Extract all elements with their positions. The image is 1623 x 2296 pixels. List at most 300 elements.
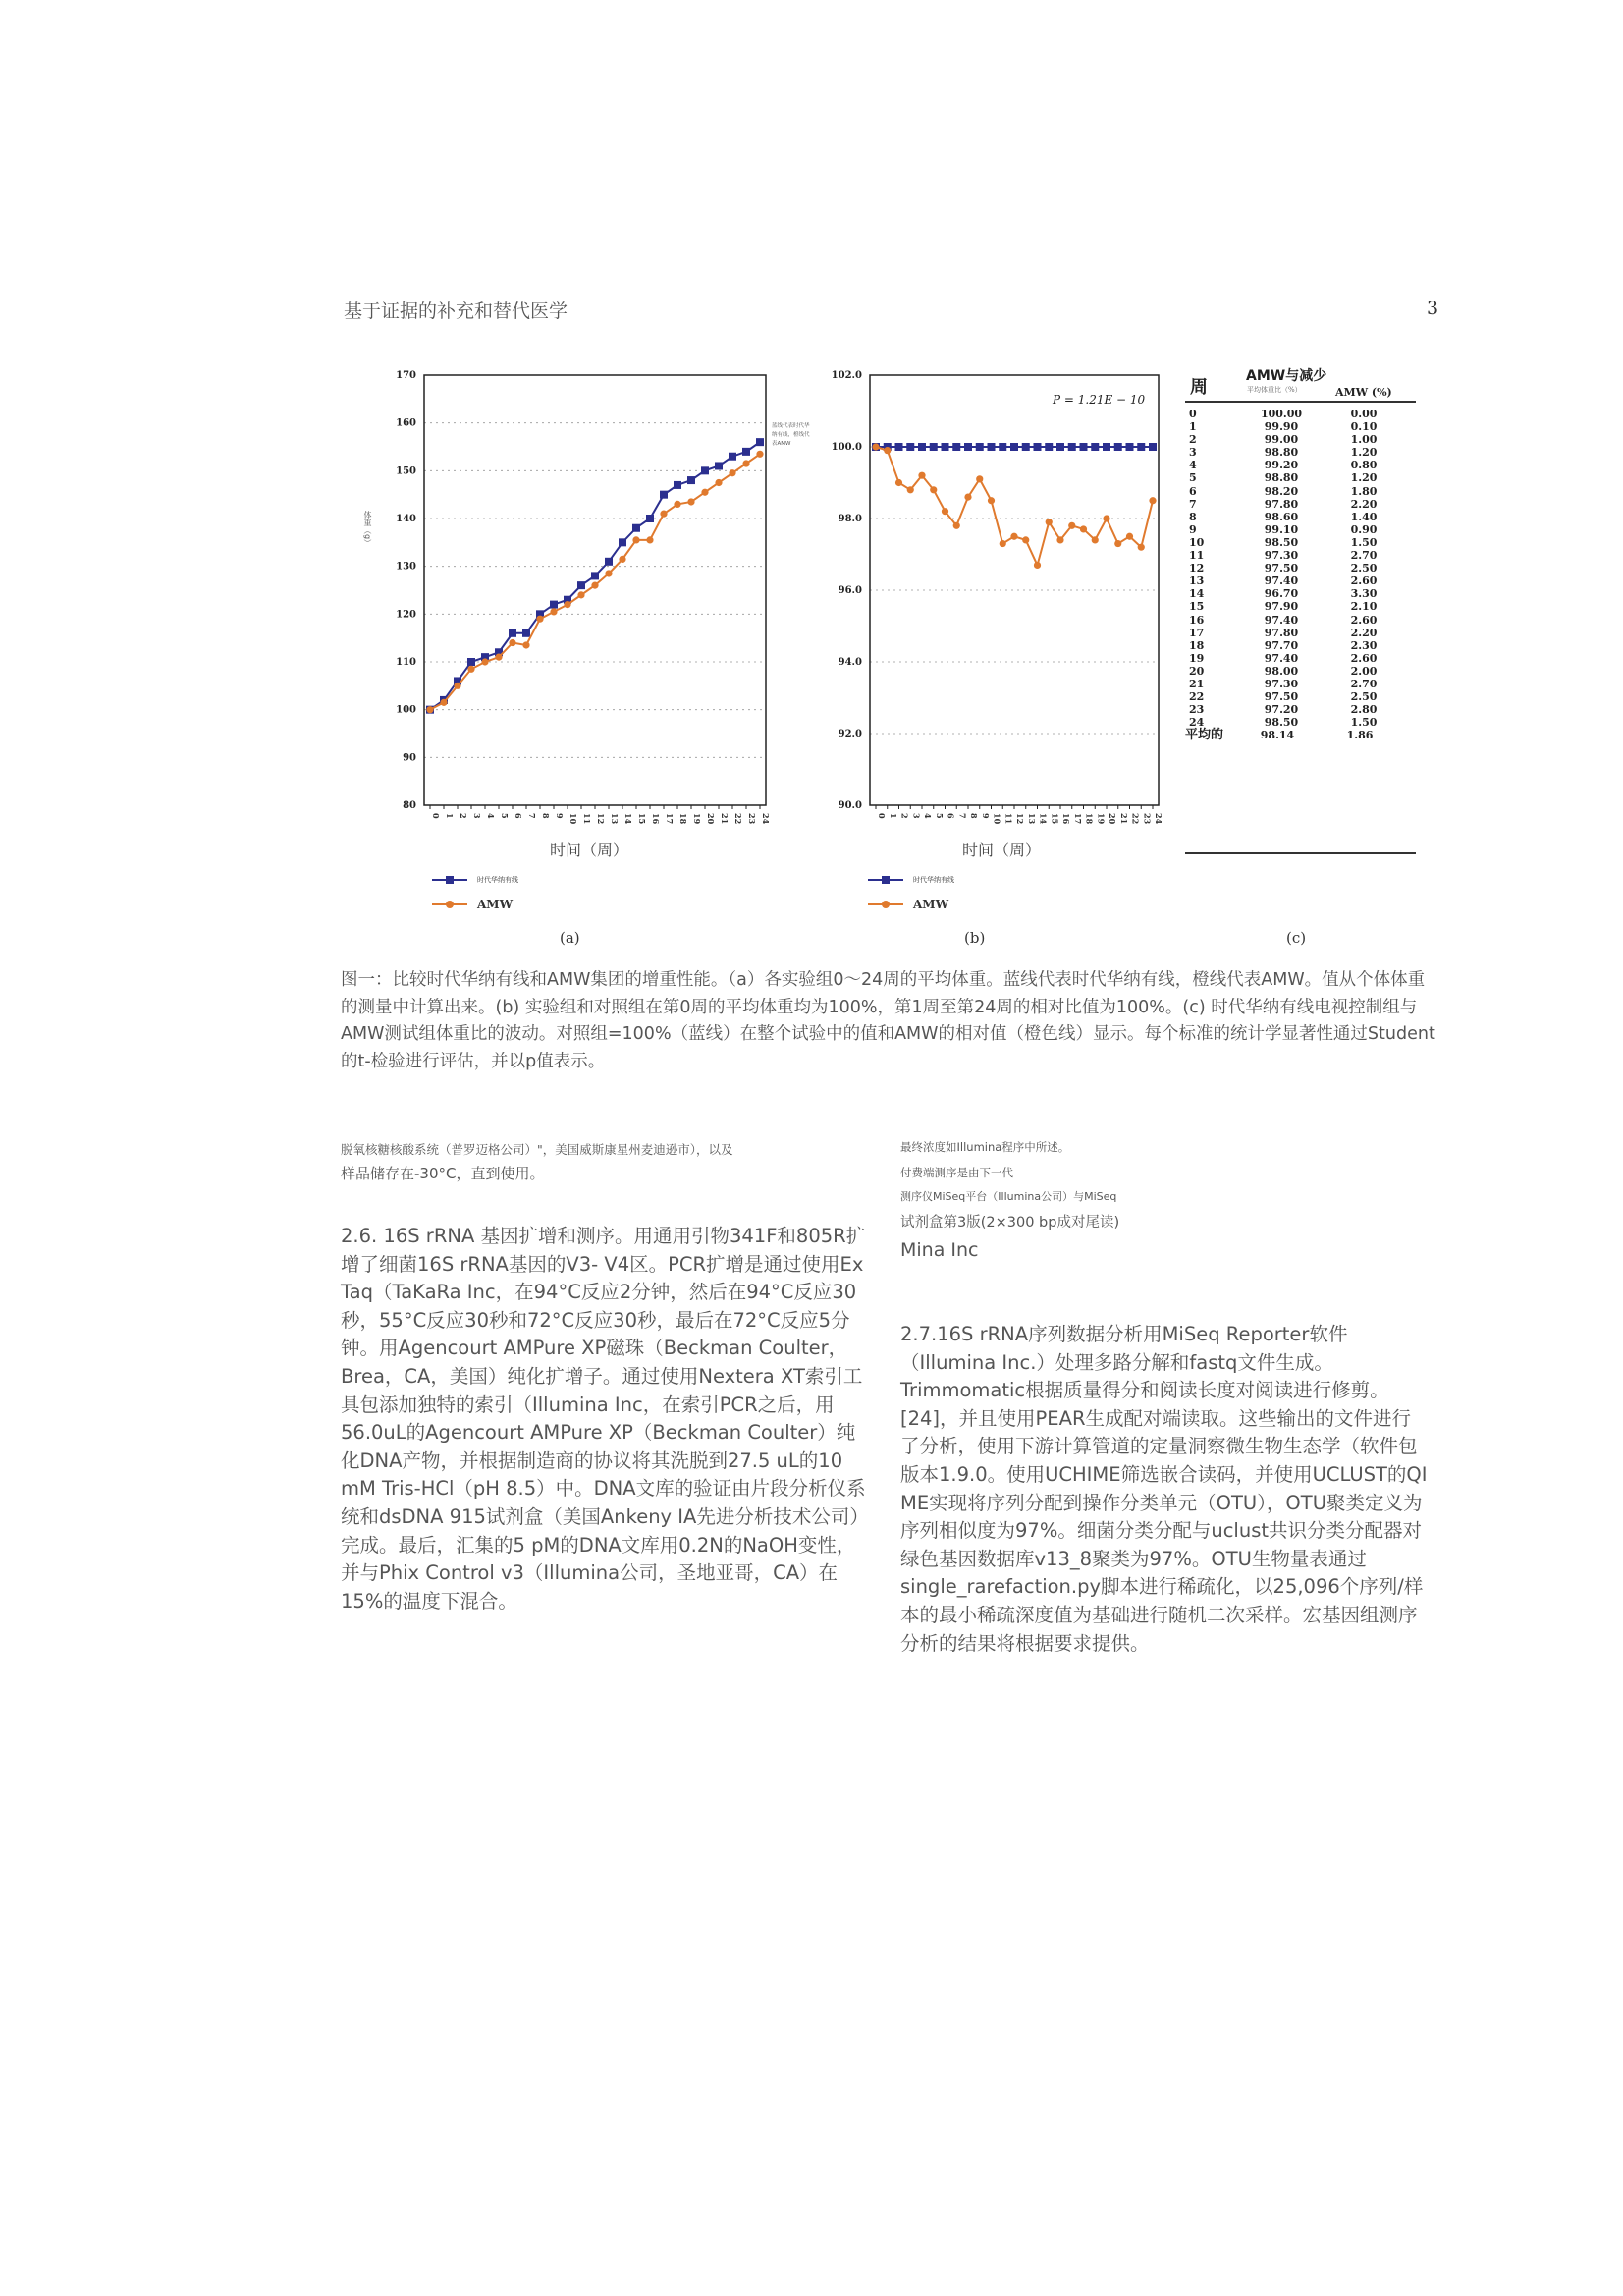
data-point-circle bbox=[1114, 540, 1121, 547]
x-tick-label: 8 bbox=[541, 813, 551, 819]
x-tick-label: 5 bbox=[934, 813, 945, 819]
data-point-circle bbox=[440, 699, 447, 706]
x-tick-label: 13 bbox=[610, 813, 620, 825]
x-tick-label: 23 bbox=[1142, 813, 1153, 825]
data-point-circle bbox=[674, 501, 680, 508]
data-point-circle bbox=[1138, 544, 1145, 551]
data-point-circle bbox=[454, 683, 460, 689]
table-row bbox=[1185, 703, 1416, 716]
amw-ratio-cell: 97.40 bbox=[1264, 613, 1299, 627]
data-point-circle bbox=[591, 582, 598, 589]
data-point-circle bbox=[976, 475, 983, 482]
data-point-circle bbox=[632, 536, 639, 543]
y-tick-label: 130 bbox=[396, 561, 416, 573]
amw-ratio-cell: 97.80 bbox=[1264, 497, 1299, 511]
table-header-amw: AMW与减少 bbox=[1246, 368, 1327, 384]
x-tick-label: 13 bbox=[1026, 813, 1037, 825]
x-tick-label: 19 bbox=[692, 813, 702, 825]
x-tick-label: 5 bbox=[500, 813, 510, 819]
reduction-cell: 1.20 bbox=[1350, 471, 1378, 485]
y-tick-label: 80 bbox=[403, 800, 416, 811]
table-row bbox=[1185, 690, 1416, 703]
chart-panel-b bbox=[815, 363, 1178, 874]
week-cell: 16 bbox=[1189, 613, 1205, 627]
page-number: 3 bbox=[1427, 298, 1439, 319]
panel-c-label: (c) bbox=[1286, 929, 1307, 947]
panel-a-xlabel: 时间（周） bbox=[550, 841, 629, 859]
x-tick-label: 21 bbox=[720, 813, 730, 825]
amw-ratio-cell: 97.80 bbox=[1264, 626, 1299, 639]
amw-ratio-cell: 98.20 bbox=[1264, 484, 1299, 498]
week-cell: 24 bbox=[1189, 716, 1205, 730]
table-row bbox=[1185, 678, 1416, 690]
x-tick-label: 16 bbox=[651, 813, 661, 825]
y-tick-label: 94.0 bbox=[838, 657, 862, 668]
data-point-circle bbox=[884, 447, 891, 454]
reduction-cell: 0.00 bbox=[1350, 408, 1378, 420]
legend-blue-line-icon bbox=[430, 874, 469, 886]
amw-ratio-cell: 97.40 bbox=[1264, 651, 1299, 665]
x-tick-label: 16 bbox=[1061, 813, 1071, 825]
y-tick-label: 110 bbox=[396, 657, 416, 668]
x-tick-label: 4 bbox=[486, 813, 496, 819]
amw-ratio-cell: 98.00 bbox=[1264, 664, 1299, 678]
data-point-circle bbox=[467, 666, 474, 673]
data-point-square bbox=[619, 538, 626, 546]
y-tick-label: 150 bbox=[396, 465, 416, 477]
y-tick-label: 90 bbox=[403, 752, 416, 764]
x-tick-label: 12 bbox=[1015, 813, 1025, 825]
x-tick-label: 0 bbox=[431, 813, 441, 819]
y-tick-label: 102.0 bbox=[831, 370, 862, 381]
data-point-circle bbox=[953, 522, 960, 529]
table-row bbox=[1185, 627, 1416, 639]
data-point-square bbox=[1126, 443, 1134, 451]
x-tick-label: 11 bbox=[582, 813, 592, 825]
x-tick-label: 17 bbox=[1072, 813, 1083, 825]
data-point-square bbox=[1091, 443, 1099, 451]
data-point-circle bbox=[619, 556, 625, 563]
amw-ratio-cell: 99.10 bbox=[1264, 522, 1299, 536]
table-row bbox=[1185, 549, 1416, 562]
data-point-square bbox=[715, 462, 723, 469]
data-point-circle bbox=[1080, 525, 1087, 532]
right-small-line-2: 付费端测序是由下一代 bbox=[900, 1166, 1013, 1179]
x-tick-label: 6 bbox=[946, 813, 956, 819]
amw-ratio-cell: 98.80 bbox=[1264, 446, 1299, 460]
x-tick-label: 7 bbox=[957, 813, 968, 819]
amw-ratio-cell: 99.20 bbox=[1264, 459, 1299, 472]
table-row bbox=[1185, 665, 1416, 678]
amw-ratio-cell: 97.70 bbox=[1264, 638, 1299, 652]
reduction-cell: 2.70 bbox=[1350, 549, 1378, 563]
week-cell: 9 bbox=[1189, 522, 1197, 536]
week-cell: 12 bbox=[1189, 562, 1205, 575]
x-tick-label: 3 bbox=[911, 813, 922, 819]
data-point-circle bbox=[964, 494, 971, 501]
data-point-square bbox=[674, 481, 681, 489]
amw-ratio-cell: 98.14 bbox=[1260, 729, 1295, 742]
table-row bbox=[1185, 511, 1416, 523]
data-point-circle bbox=[1000, 540, 1006, 547]
x-tick-label: 24 bbox=[761, 813, 771, 825]
right-body-text: 2.7.16S rRNA序列数据分析用MiSeq Reporter软件（Illumina Inc.）处理多路分解和fastq文件生成。Trimmomatic根据质量得分和阅读长度对阅读进行修剪。[24]，并且使用PEAR生成配对端读取。这些输出的文件进行了分析，使用下游计算管道的定量洞察微生物生态学（软件包版本1.9.0。使用UCHIME筛选嵌合读码，并使用UCLUST的QI ME实现将序列分配到操作分类单元（OTU），OTU聚类定义为序列相似度为97%。细菌分类分配与uclust共识分类分配器对绿色基因数据库v13_8聚类为97%。OTU生物量表通过single_rarefaction.py脚本进行稀疏化，以25,096个序列/样本的最小稀疏深度值为基础进行随机二次采样。宏基因组测序分析的结果将根据要求提供。 bbox=[900, 1323, 1428, 1655]
data-point-circle bbox=[907, 486, 914, 493]
reduction-cell: 0.90 bbox=[1350, 522, 1378, 536]
left-body-text: 2.6. 16S rRNA 基因扩增和测序。用通用引物341F和805R扩增了细菌16S rRNA基因的V3- V4区。PCR扩增是通过使用Ex Taq（TaKaRa Inc，在94°C反应2分钟，然后在94°C反应30秒，55°C反应30秒和72°C反应30秒，最后在72°C反应5分钟。用Agencourt AMPure XP磁珠（Beckman Coulter，Brea，CA，美国）纯化扩增子。通过使用Nextera XT索引工具包添加独特的索引（Illumina Inc，在索引PCR之后，用56.0uL的Agencourt AMPure XP（Beckman Coulter）纯化DNA产物，并根据制造商的协议将其洗脱到27.5 uL的10 mM Tris-HCl（pH 8.5）中。DNA文库的验证由片段分析仪系统和dsDNA 915试剂盒（美国Ankeny IA先进分析技术公司）完成。最后，汇集的5 pM的DNA文库用0.2N的NaOH变性，并与Phix Control v3（Illumina公司，圣地亚哥，CA）在15%的温度下混合。 bbox=[341, 1225, 869, 1613]
data-point-square bbox=[895, 443, 903, 451]
amw-ratio-cell: 98.60 bbox=[1264, 510, 1299, 523]
x-tick-label: 9 bbox=[555, 813, 565, 819]
data-point-square bbox=[1010, 443, 1018, 451]
table-rule bbox=[1185, 401, 1416, 403]
week-cell: 11 bbox=[1189, 549, 1205, 563]
week-cell: 21 bbox=[1189, 677, 1205, 690]
reduction-cell: 2.20 bbox=[1350, 626, 1378, 639]
reduction-cell: 3.30 bbox=[1350, 587, 1378, 601]
panel-b-legend-series1 bbox=[866, 874, 954, 886]
data-point-circle bbox=[895, 479, 902, 486]
data-point-square bbox=[605, 558, 613, 566]
data-point-circle bbox=[930, 486, 937, 493]
data-point-circle bbox=[988, 497, 995, 504]
data-point-square bbox=[729, 453, 736, 461]
x-tick-label: 14 bbox=[1038, 813, 1049, 825]
x-tick-label: 0 bbox=[877, 813, 887, 819]
data-point-square bbox=[988, 443, 996, 451]
right-small-line-4: 试剂盒第3版(2×300 bp成对尾读) bbox=[900, 1215, 1120, 1230]
left-small-line-2: 样品储存在-30°C，直到使用。 bbox=[341, 1165, 545, 1182]
data-point-square bbox=[577, 581, 585, 589]
y-tick-label: 120 bbox=[396, 609, 416, 621]
table-header-sub: 平均体重比（%） bbox=[1247, 386, 1302, 394]
x-tick-label: 19 bbox=[1096, 813, 1107, 825]
data-point-square bbox=[1080, 443, 1088, 451]
y-tick-label: 92.0 bbox=[838, 729, 862, 739]
panel-a-legend-series1 bbox=[430, 874, 518, 886]
week-cell: 22 bbox=[1189, 690, 1205, 704]
y-tick-label: 100.0 bbox=[831, 442, 862, 453]
table-row bbox=[1185, 600, 1416, 613]
reduction-cell: 2.50 bbox=[1350, 690, 1378, 704]
panel-b-legend-series2 bbox=[866, 898, 948, 911]
data-point-circle bbox=[605, 570, 612, 576]
legend-label: 时代华纳有线 bbox=[477, 876, 518, 884]
panel-a-label: (a) bbox=[560, 929, 580, 947]
table-row bbox=[1185, 587, 1416, 600]
data-point-square bbox=[1022, 443, 1030, 451]
x-tick-label: 21 bbox=[1118, 813, 1129, 825]
running-header: 基于证据的补充和替代医学 bbox=[344, 301, 568, 322]
table-row bbox=[1185, 459, 1416, 471]
reduction-cell: 2.10 bbox=[1350, 600, 1378, 614]
week-cell: 3 bbox=[1189, 446, 1197, 460]
x-tick-label: 15 bbox=[1050, 813, 1060, 825]
week-cell: 17 bbox=[1189, 626, 1205, 639]
data-point-circle bbox=[872, 443, 879, 450]
data-point-circle bbox=[550, 608, 557, 615]
table-row bbox=[1185, 639, 1416, 652]
data-point-circle bbox=[536, 616, 543, 623]
week-cell: 6 bbox=[1189, 484, 1197, 498]
table-row bbox=[1185, 536, 1416, 549]
week-cell: 5 bbox=[1189, 471, 1197, 485]
week-cell: 10 bbox=[1189, 535, 1205, 549]
chart-panel-a bbox=[363, 363, 795, 874]
table-row-average bbox=[1185, 729, 1416, 741]
week-cell: 4 bbox=[1189, 459, 1197, 472]
y-tick-label: 160 bbox=[396, 417, 416, 429]
legend-blue-line-icon bbox=[866, 874, 905, 886]
panel-a-side-note: 蓝线代表时代华纳有线，橙线代表AMW bbox=[772, 423, 810, 447]
y-tick-label: 90.0 bbox=[838, 800, 862, 811]
table-header-week: 周 bbox=[1190, 377, 1208, 398]
amw-ratio-cell: 97.90 bbox=[1264, 600, 1299, 614]
data-point-circle bbox=[742, 460, 749, 466]
data-point-square bbox=[1103, 443, 1110, 451]
data-point-square bbox=[964, 443, 972, 451]
data-point-circle bbox=[687, 498, 694, 505]
panel-b-pvalue: P = 1.21E − 10 bbox=[1053, 393, 1146, 407]
table-row bbox=[1185, 562, 1416, 574]
data-point-square bbox=[1045, 443, 1053, 451]
legend-orange-line-icon bbox=[866, 899, 905, 910]
week-cell: 15 bbox=[1189, 600, 1205, 614]
data-point-square bbox=[646, 515, 654, 522]
data-point-circle bbox=[1056, 536, 1063, 543]
amw-ratio-cell: 97.30 bbox=[1264, 677, 1299, 690]
table-body bbox=[1185, 408, 1416, 741]
right-small-line-1: 最终浓度如Illumina程序中所述。 bbox=[900, 1140, 1070, 1154]
data-point-square bbox=[999, 443, 1006, 451]
reduction-cell: 1.40 bbox=[1350, 510, 1378, 523]
week-cell: 23 bbox=[1189, 703, 1205, 717]
reduction-cell: 2.20 bbox=[1350, 497, 1378, 511]
x-tick-label: 6 bbox=[514, 813, 523, 819]
average-label: 平均的 bbox=[1185, 728, 1224, 743]
week-cell: 1 bbox=[1189, 420, 1197, 434]
data-point-circle bbox=[1046, 519, 1053, 525]
week-cell: 8 bbox=[1189, 510, 1197, 523]
x-tick-label: 1 bbox=[445, 813, 455, 819]
x-tick-label: 10 bbox=[568, 813, 578, 825]
table-row bbox=[1185, 471, 1416, 484]
x-tick-label: 20 bbox=[1108, 813, 1117, 825]
y-tick-label: 170 bbox=[396, 370, 416, 381]
reduction-cell: 2.80 bbox=[1350, 703, 1378, 717]
x-tick-label: 23 bbox=[747, 813, 757, 825]
reduction-cell: 1.50 bbox=[1350, 535, 1378, 549]
data-point-circle bbox=[729, 469, 735, 476]
legend-orange-line-icon bbox=[430, 899, 469, 910]
table-row bbox=[1185, 420, 1416, 433]
legend-label: AMW bbox=[477, 898, 514, 911]
plot-frame bbox=[870, 375, 1159, 805]
data-point-circle bbox=[1034, 562, 1041, 569]
data-point-square bbox=[687, 476, 695, 484]
data-point-square bbox=[1149, 443, 1157, 451]
reduction-cell: 2.60 bbox=[1350, 574, 1378, 588]
data-point-square bbox=[742, 448, 750, 456]
panel-a-legend-series2 bbox=[430, 898, 513, 911]
data-point-circle bbox=[715, 479, 722, 486]
x-tick-label: 2 bbox=[899, 813, 910, 819]
data-point-square bbox=[906, 443, 914, 451]
x-tick-label: 20 bbox=[706, 813, 716, 825]
x-tick-label: 11 bbox=[1003, 813, 1014, 825]
series-line bbox=[876, 447, 1153, 565]
data-point-circle bbox=[522, 641, 529, 648]
x-tick-label: 2 bbox=[459, 813, 468, 819]
x-tick-label: 12 bbox=[596, 813, 606, 825]
reduction-cell: 0.10 bbox=[1350, 420, 1378, 434]
table-row bbox=[1185, 408, 1416, 420]
amw-ratio-cell: 99.00 bbox=[1264, 433, 1299, 447]
amw-ratio-cell: 97.30 bbox=[1264, 549, 1299, 563]
data-point-circle bbox=[1010, 533, 1017, 540]
data-point-square bbox=[1034, 443, 1042, 451]
x-tick-label: 8 bbox=[969, 813, 979, 819]
x-tick-label: 15 bbox=[637, 813, 647, 825]
data-point-circle bbox=[1068, 522, 1075, 529]
right-small-line-3: 测序仪MiSeq平台（Illumina公司）与MiSeq bbox=[900, 1190, 1117, 1203]
week-cell: 2 bbox=[1189, 433, 1197, 447]
x-tick-label: 24 bbox=[1154, 813, 1163, 825]
reduction-cell: 1.20 bbox=[1350, 446, 1378, 460]
amw-ratio-cell: 97.40 bbox=[1264, 574, 1299, 588]
amw-ratio-cell: 100.00 bbox=[1260, 408, 1303, 420]
y-tick-label: 100 bbox=[396, 704, 416, 716]
y-tick-label: 98.0 bbox=[838, 514, 862, 524]
data-point-circle bbox=[942, 508, 948, 515]
table-row bbox=[1185, 523, 1416, 536]
reduction-cell: 0.80 bbox=[1350, 459, 1378, 472]
reduction-cell: 1.50 bbox=[1350, 716, 1378, 730]
x-tick-label: 7 bbox=[527, 813, 537, 819]
data-point-circle bbox=[1092, 536, 1099, 543]
x-tick-label: 14 bbox=[623, 813, 633, 825]
right-small-line-5: Mina Inc bbox=[900, 1239, 979, 1261]
week-cell: 20 bbox=[1189, 664, 1205, 678]
reduction-cell: 2.30 bbox=[1350, 638, 1378, 652]
x-tick-label: 18 bbox=[678, 813, 688, 825]
figure-caption: 图一：比较时代华纳有线和AMW集团的增重性能。（a）各实验组0～24周的平均体重。蓝线代表时代华纳有线，橙线代表AMW。值从个体体重的测量中计算出来。(b) 实验组和对照组在第0周的平均体重均为100%，第1周至第24周的相对比值为100%。(c) 时代华纳有线电视控制组与AMW测试组体重比的波动。对照组=100%（蓝线）在整个试验中的值和AMW的相对值（橙色线）显示。每个标准的统计学显著性通过Student的t-检验进行评估，并以p值表示。 bbox=[341, 970, 1435, 1071]
table-row bbox=[1185, 485, 1416, 498]
table-rule bbox=[1185, 852, 1416, 854]
table-row bbox=[1185, 498, 1416, 511]
data-point-square bbox=[632, 524, 640, 532]
series-line bbox=[430, 454, 760, 709]
data-point-square bbox=[467, 658, 475, 666]
week-cell: 18 bbox=[1189, 638, 1205, 652]
week-cell: 13 bbox=[1189, 574, 1205, 588]
reduction-cell: 1.86 bbox=[1346, 729, 1374, 742]
data-point-square bbox=[952, 443, 960, 451]
data-point-square bbox=[522, 629, 530, 637]
amw-ratio-cell: 97.20 bbox=[1264, 703, 1299, 717]
data-point-circle bbox=[1022, 536, 1029, 543]
data-point-circle bbox=[1126, 533, 1133, 540]
table-row bbox=[1185, 614, 1416, 627]
data-point-square bbox=[918, 443, 926, 451]
amw-ratio-cell: 96.70 bbox=[1264, 587, 1299, 601]
panel-c-table bbox=[1185, 361, 1416, 862]
data-point-square bbox=[756, 438, 764, 446]
week-cell: 0 bbox=[1189, 408, 1197, 420]
data-point-square bbox=[701, 466, 709, 474]
reduction-cell: 2.50 bbox=[1350, 562, 1378, 575]
table-row bbox=[1185, 652, 1416, 665]
reduction-cell: 1.00 bbox=[1350, 433, 1378, 447]
amw-ratio-cell: 98.80 bbox=[1264, 471, 1299, 485]
left-small-line-1: 脱氧核糖核酸系统（普罗迈格公司）"，美国威斯康星州麦迪逊市），以及 bbox=[341, 1142, 733, 1157]
week-cell: 7 bbox=[1189, 497, 1197, 511]
data-point-square bbox=[509, 629, 516, 637]
data-point-square bbox=[550, 601, 558, 609]
x-tick-label: 18 bbox=[1084, 813, 1095, 825]
week-cell: 19 bbox=[1189, 651, 1205, 665]
data-point-circle bbox=[701, 489, 708, 496]
data-point-square bbox=[1137, 443, 1145, 451]
panel-b-xlabel: 时间（周） bbox=[962, 841, 1042, 859]
amw-ratio-cell: 97.50 bbox=[1264, 562, 1299, 575]
data-point-square bbox=[591, 572, 599, 579]
data-point-circle bbox=[646, 536, 653, 543]
data-point-circle bbox=[509, 639, 515, 646]
week-cell: 14 bbox=[1189, 587, 1205, 601]
data-point-circle bbox=[426, 706, 433, 713]
data-point-square bbox=[1068, 443, 1076, 451]
data-point-square bbox=[942, 443, 949, 451]
legend-label: 时代华纳有线 bbox=[913, 876, 954, 884]
data-point-square bbox=[660, 491, 668, 499]
x-tick-label: 22 bbox=[733, 813, 743, 825]
data-point-circle bbox=[1149, 497, 1156, 504]
data-point-square bbox=[930, 443, 938, 451]
table-row bbox=[1185, 446, 1416, 459]
amw-ratio-cell: 97.50 bbox=[1264, 690, 1299, 704]
data-point-circle bbox=[564, 601, 570, 608]
panel-b-label: (b) bbox=[964, 929, 986, 947]
panel-a-ylabel: 体重（g） bbox=[363, 511, 372, 548]
x-tick-label: 9 bbox=[980, 813, 991, 819]
x-tick-label: 10 bbox=[992, 813, 1002, 825]
table-row bbox=[1185, 433, 1416, 446]
data-point-circle bbox=[756, 451, 763, 458]
legend-label: AMW bbox=[913, 898, 949, 911]
y-tick-label: 140 bbox=[396, 514, 416, 524]
amw-ratio-cell: 98.50 bbox=[1264, 716, 1299, 730]
data-point-circle bbox=[481, 658, 488, 665]
table-header-pct: AMW (%) bbox=[1335, 386, 1392, 399]
reduction-cell: 2.70 bbox=[1350, 677, 1378, 690]
y-tick-label: 96.0 bbox=[838, 585, 862, 596]
x-tick-label: 17 bbox=[665, 813, 675, 825]
amw-ratio-cell: 99.90 bbox=[1264, 420, 1299, 434]
reduction-cell: 2.00 bbox=[1350, 664, 1378, 678]
x-tick-label: 3 bbox=[472, 813, 482, 819]
amw-ratio-cell: 98.50 bbox=[1264, 535, 1299, 549]
data-point-circle bbox=[495, 654, 502, 661]
table-row bbox=[1185, 574, 1416, 587]
data-point-circle bbox=[577, 591, 584, 598]
plot-frame bbox=[424, 375, 766, 805]
x-tick-label: 4 bbox=[923, 813, 933, 819]
data-point-square bbox=[1056, 443, 1064, 451]
reduction-cell: 2.60 bbox=[1350, 613, 1378, 627]
reduction-cell: 1.80 bbox=[1350, 484, 1378, 498]
data-point-square bbox=[976, 443, 984, 451]
